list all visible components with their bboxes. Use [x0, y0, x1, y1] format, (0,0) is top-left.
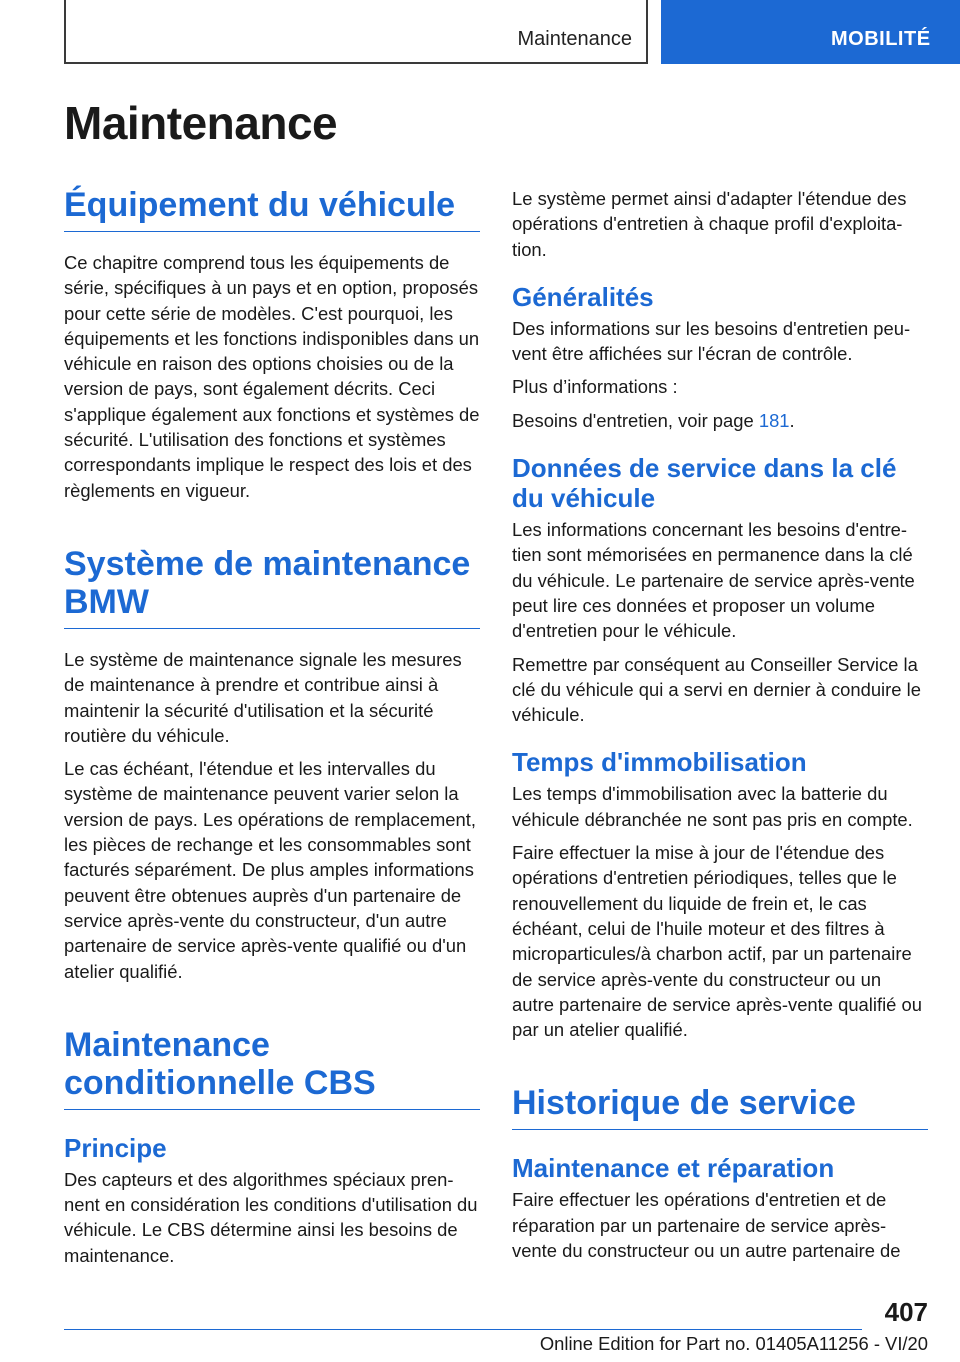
- paragraph-donnees-2: Remettre par conséquent au Conseiller Service la clé du véhicule qui a servi en dernier à conduire le véhicule.: [512, 653, 921, 726]
- subheading-maintenance-reparation: Maintenance et réparation: [512, 1153, 835, 1184]
- page-number: 407: [884, 1297, 928, 1327]
- footer-divider: [64, 1329, 862, 1330]
- paragraph-principe: Des capteurs et des algorithmes spéciaux prennent en considération les conditions d'utilisation du véhicule. Le CBS détermine ainsi les besoins de maintenance.: [64, 1168, 478, 1266]
- reference-text: Besoins d'entretien, voir page: [512, 409, 754, 431]
- paragraph-intro: Le système permet ainsi d'adapter l'étendue des opérations d'entretien à chaque profil d'exploitation.: [512, 188, 907, 260]
- paragraph-systeme-1: Le système de maintenance signale les mesures de maintenance à prendre et contribue ainsi à maintenir la sécurité d'utilisation et la sécurité routière du véhicule.: [64, 648, 462, 746]
- right-column: [512, 186, 928, 1263]
- paragraph-temps-1: Les temps d'immobilisation avec la batterie du véhicule débranchée ne sont pas pris en compte.: [512, 783, 913, 830]
- paragraph-systeme-2: Le cas échéant, l'étendue et les intervalles du système de maintenance peuvent varier selon la version de pays. Les opérations de remplacement, les pièces de rechange et les consommables sont facturés séparément. De plus amples informations peuvent être obtenues auprès d'un partenaire de service après-vente du constructeur, d'un autre partenaire de service après-vente qualifié ou d'un atelier qualifié.: [64, 758, 476, 982]
- header-section-label: MOBILITÉ: [831, 28, 931, 50]
- heading-historique-service: Historique de service: [512, 1084, 928, 1130]
- heading-cbs: Maintenance conditionnelle CBS: [64, 1026, 480, 1110]
- paragraph-maintenance-reparation: Faire effectuer les opérations d'entretien et de réparation par un partenaire de service après-vente du constructeur ou un autre partenaire de: [512, 1189, 901, 1262]
- subheading-generalites: Généralités: [512, 281, 654, 312]
- heading-equipement-vehicule: Équipement du véhicule: [64, 186, 480, 232]
- paragraph-equipement: Ce chapitre comprend tous les équipements de série, spécifiques à un pays et en option, proposés pour cette série de modèles. C'est pourquoi, les équipements et les fonctions indisponibles dans un véhicule en raison des options choisies ou de la version de pays, sont également décrits. Ceci s'applique également aux fonctions et systèmes de sécurité. L'utilisation des fonctions et systèmes correspondants implique le respect des lois et des règlements en vigueur.: [64, 252, 480, 501]
- page-reference-link[interactable]: 181: [758, 409, 790, 431]
- left-column: [64, 186, 480, 1268]
- paragraph-generalites-3: [512, 408, 928, 433]
- page-title: Maintenance: [64, 97, 338, 149]
- paragraph-generalites-1: Des informations sur les besoins d'entretien peuvent être affichées sur l'écran de contrôle.: [512, 317, 911, 365]
- subheading-temps-immobilisation: Temps d'immobilisation: [512, 747, 807, 778]
- header-section-tab: [661, 0, 960, 64]
- paragraph-generalites-2: Plus d’informations :: [512, 376, 678, 398]
- header-chapter-title: Maintenance: [517, 28, 632, 50]
- heading-systeme-maintenance: Système de maintenance BMW: [64, 545, 480, 629]
- reference-end: .: [789, 409, 795, 431]
- paragraph-temps-2: Faire effectuer la mise à jour de l'étendue des opérations d'entretien périodiques, telles que le renouvellement du liquide de frein et, le cas échéant, celui de l'huile moteur et des filtres à microparticules/à charbon actif, par un partenaire de service après-vente du constructeur ou un autre partenaire de service après-vente qualifié ou par un atelier qualifié.: [512, 842, 922, 1041]
- header-chapter-tab: [64, 0, 648, 64]
- footer-edition: Online Edition for Part no. 01405A11256 - VI/20: [539, 1333, 928, 1354]
- subheading-principe: Principe: [64, 1132, 167, 1163]
- subheading-donnees-cle: Données de service dans la clé du véhicule: [512, 453, 897, 514]
- paragraph-donnees-1: Les informations concernant les besoins d'entretien sont mémorisées en permanence dans la clé du véhicule. Le partenaire de service après-vente peut lire ces données et proposer un volume d'entretien pour le véhicule.: [512, 519, 915, 642]
